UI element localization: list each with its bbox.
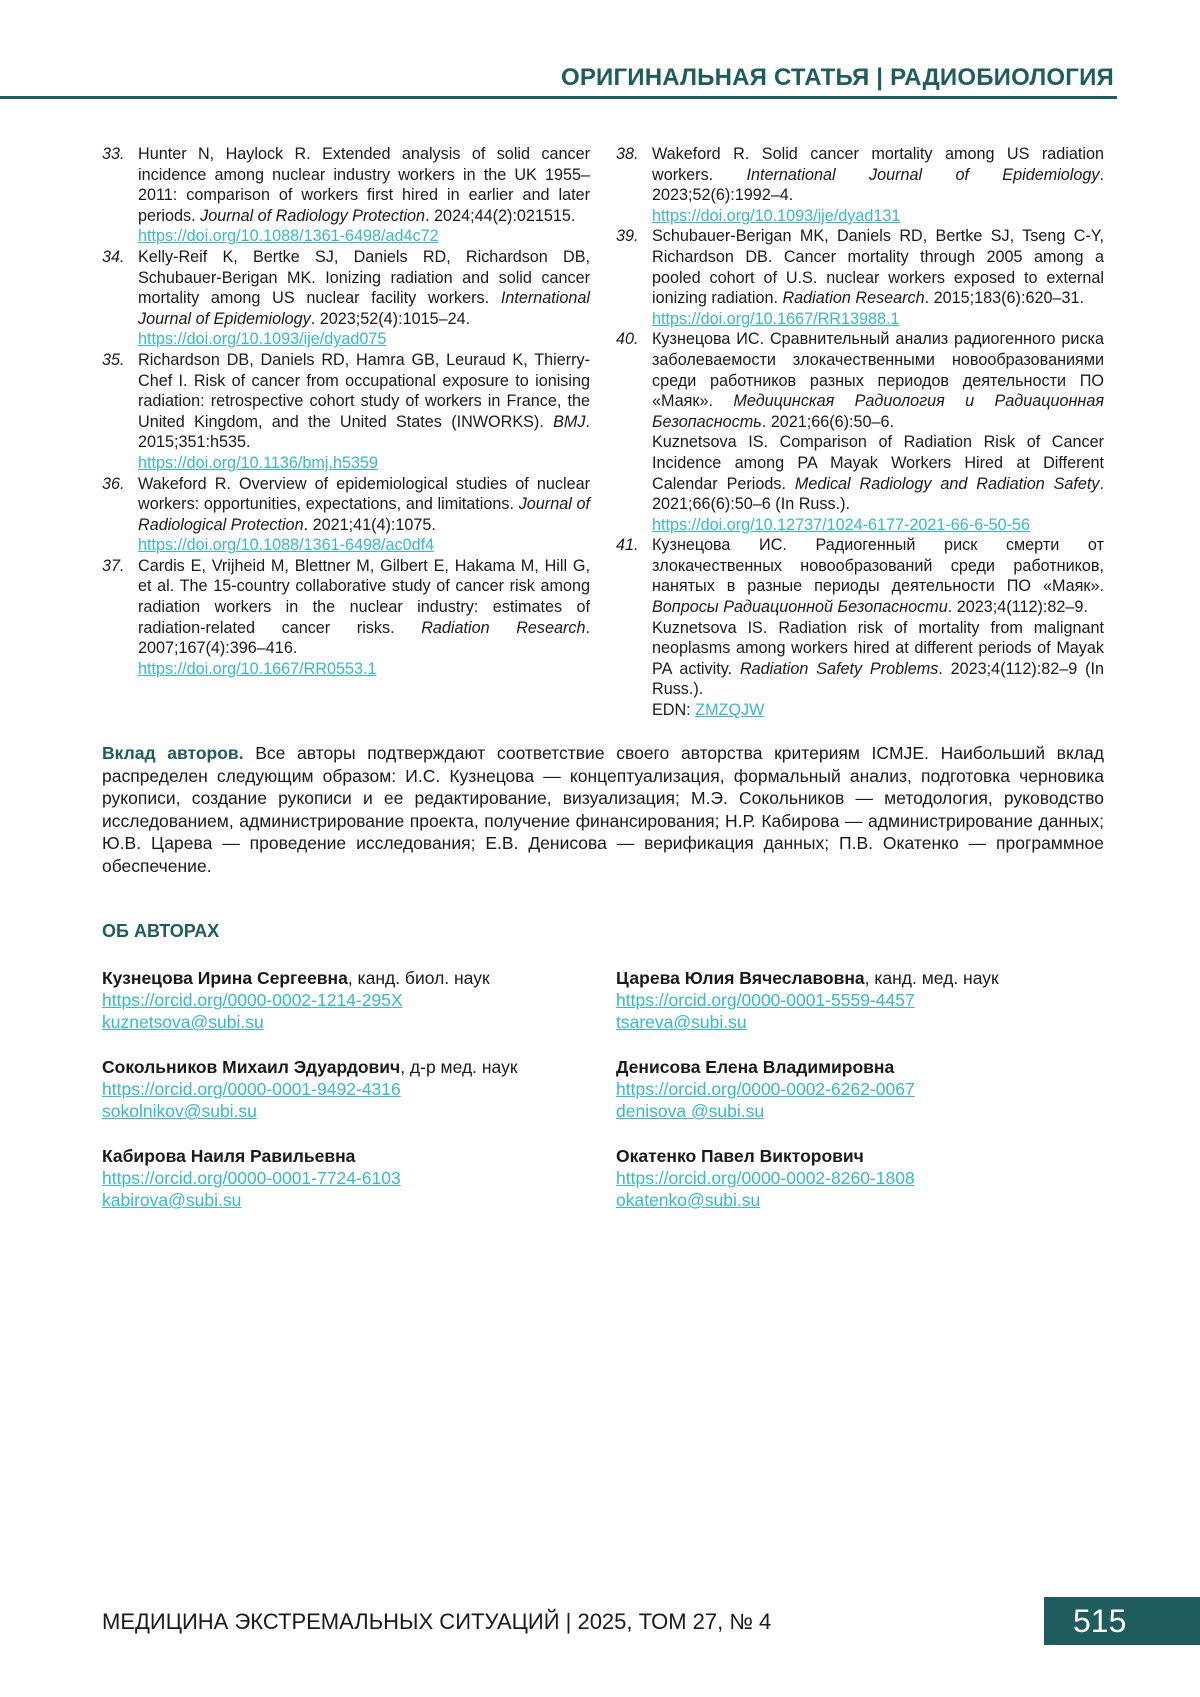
reference-authors-ru: Кузнецова ИС. Радиогенный риск смерти от злокачественных новообразований среди работников, нанятых в разные периоды деятельности ПО «Маяк». [652,536,1104,596]
author-card [616,1145,1116,1211]
email-link[interactable]: kabirova@subi.su [102,1190,242,1210]
reference-item [102,474,590,556]
header-divider [0,96,1117,99]
reference-details: . 2024;44(2):021515. [425,206,576,225]
author-name: Кабирова Наиля Равильевна [102,1146,356,1166]
page-number: 515 [1073,1603,1127,1639]
reference-item [616,535,1104,720]
reference-item [102,350,590,474]
author-contribution [102,742,1104,877]
reference-details: . 2015;351:h535. [138,412,590,452]
email-link[interactable]: sokolnikov@subi.su [102,1101,257,1121]
reference-authors-en: Kuznetsova IS. Radiation risk of mortality from malignant neoplasms among workers hired at different periods of Mayak PA activity. [652,618,1104,678]
author-card [616,1056,1116,1122]
orcid-link[interactable]: https://orcid.org/0000-0002-8260-1808 [616,1168,915,1188]
author-degree: , канд. мед. наук [864,968,999,988]
orcid-link[interactable]: https://orcid.org/0000-0001-7724-6103 [102,1168,401,1188]
reference-doi-link[interactable]: https://doi.org/10.1667/RR0553.1 [138,659,377,678]
reference-authors-ru: Кузнецова ИС. Сравнительный анализ радиогенного риска заболеваемости злокачественными новообразованиями среди работников разных периодов деятельности ПО «Маяк». [652,330,1104,411]
reference-number: 39. [616,227,639,246]
reference-authors: Richardson DB, Daniels RD, Hamra GB, Leuraud K, Thierry-Chef I. Risk of cancer from occupational exposure to ionising radiation: retrospective cohort study of workers in France, the United Kingdom, and the United States (INWORKS). [138,350,590,431]
reference-journal: Journal of Radiology Protection [200,206,426,225]
references-right-column [616,144,1104,721]
reference-journal-en: Radiation Safety Problems [739,659,939,678]
section-title: ОРИГИНАЛЬНАЯ СТАТЬЯ | РАДИОБИОЛОГИЯ [560,64,1114,91]
reference-journal: International Journal of Epidemiology [138,289,590,328]
email-link[interactable]: denisova @subi.su [616,1101,765,1121]
reference-details: . 2023;52(4):1015–24. [310,309,471,328]
reference-item [616,329,1104,535]
author-name: Денисова Елена Владимировна [616,1057,895,1077]
reference-doi-link[interactable]: https://doi.org/10.1088/1361-6498/ad4c72 [138,227,439,246]
contribution-label: Вклад авторов. [102,743,244,763]
reference-journal: International Journal of Epidemiology [746,165,1100,184]
footer-journal-info: МЕДИЦИНА ЭКСТРЕМАЛЬНЫХ СИТУАЦИЙ | 2025, ТОМ 27, № 4 [102,1609,772,1634]
author-name: Окатенко Павел Викторович [616,1146,864,1166]
author-name: Царева Юлия Вячеславовна [616,968,865,988]
reference-number: 37. [102,556,125,575]
reference-authors-en: Kuznetsova IS. Comparison of Radiation Risk of Cancer Incidence among PA Mayak Workers Hired at Different Calendar Periods. [652,433,1104,493]
email-link[interactable]: kuznetsova@subi.su [102,1012,264,1032]
author-degree: , канд. биол. наук [347,968,490,988]
reference-doi-link[interactable]: https://doi.org/10.1093/ije/dyad131 [652,206,901,225]
reference-details-en: . 2023;4(112):82–9 (In Russ.). [652,659,1104,699]
reference-number: 35. [102,350,125,369]
reference-doi-link[interactable]: https://doi.org/10.1088/1361-6498/ac0df4 [138,536,435,555]
email-link[interactable]: okatenko@subi.su [616,1190,761,1210]
author-card [102,1056,602,1122]
email-link[interactable]: tsareva@subi.su [616,1012,747,1032]
reference-item [616,226,1104,329]
orcid-link[interactable]: https://orcid.org/0000-0001-5559-4457 [616,990,915,1010]
reference-authors: Schubauer-Berigan MK, Daniels RD, Bertke SJ, Tseng C-Y, Richardson DB. Cancer mortality through 2005 among a pooled cohort of U.S. nuclear workers exposed to external ionizing radiation. [652,227,1104,308]
reference-journal: BMJ [553,412,586,431]
reference-details-ru: . 2021;66(6):50–6. [761,412,895,431]
orcid-link[interactable]: https://orcid.org/0000-0002-6262-0067 [616,1079,915,1099]
reference-doi-link[interactable]: https://doi.org/10.1093/ije/dyad075 [138,330,387,349]
orcid-link[interactable]: https://orcid.org/0000-0002-1214-295X [102,990,403,1010]
reference-item [102,144,590,247]
reference-number: 40. [616,330,639,349]
reference-journal: Journal of Radiological Protection [138,495,590,534]
reference-number: 36. [102,474,125,493]
reference-authors: Kelly-Reif K, Bertke SJ, Daniels RD, Richardson DB, Schubauer-Berigan MK. Ionizing radiation and solid cancer mortality among US nuclear facility workers. [138,247,590,308]
reference-item [616,144,1104,226]
reference-number: 34. [102,247,125,266]
author-name: Сокольников Михаил Эдуардович [102,1057,401,1077]
reference-authors: Wakeford R. Overview of epidemiological studies of nuclear workers: opportunities, expectations, and limitations. [138,474,590,514]
author-card [616,967,1116,1033]
reference-journal-en: Medical Radiology and Radiation Safety [794,474,1100,493]
reference-details-en: . 2021;66(6):50–6 (In Russ.). [652,474,1104,514]
reference-details: . 2023;52(6):1992–4. [652,165,1104,205]
reference-authors: Hunter N, Haylock R. Extended analysis of solid cancer incidence among nuclear industry workers in the UK 1955–2011: comparison of workers first hired in earlier and later periods. [138,145,590,225]
reference-number: 38. [616,145,639,163]
reference-authors: Cardis E, Vrijheid M, Blettner M, Gilbert E, Hakama M, Hill G, et al. The 15-country collaborative study of cancer risk among radiation workers in the nuclear industry: estimates of radiation-related cancer risks. [138,556,590,637]
references-left-column [102,144,590,679]
author-name: Кузнецова Ирина Сергеевна [102,968,348,988]
author-degree: , д-р мед. наук [400,1057,518,1077]
reference-authors: Wakeford R. Solid cancer mortality among US radiation workers. [652,145,1104,184]
reference-journal: Radiation Research [421,618,586,637]
reference-doi-link[interactable]: https://doi.org/10.1667/RR13988.1 [652,309,900,328]
reference-journal: Radiation Research [782,289,925,308]
author-card [102,967,602,1033]
reference-details-ru: . 2023;4(112):82–9. [947,598,1088,617]
reference-journal-ru: Вопросы Радиационной Безопасности [652,598,948,617]
reference-details: . 2015;183(6):620–31. [924,289,1084,308]
about-authors-heading: ОБ АВТОРАХ [102,921,220,941]
reference-item [102,247,590,350]
edn-link[interactable]: ZMZQJW [695,701,765,720]
orcid-link[interactable]: https://orcid.org/0000-0001-9492-4316 [102,1079,401,1099]
reference-details: . 2007;167(4):396–416. [138,618,590,658]
contribution-text: Все авторы подтверждают соответствие своего авторства критериям ICMJE. Наибольший вклад распределен следующим образом: И.С. Кузнецова — концептуализация, формальный анализ, подготовка черновика рукописи, создание рукописи и ее редактирование, визуализация; М.Э. Сокольников — методология, руководство исследованием, администрирование проекта, получение финансирования; Н.Р. Кабирова — администрирование данных; Ю.В. Царева — проведение исследования; Е.В. Денисова — верификация данных; П.В. Окатенко — программное обеспечение. [102,743,1104,876]
reference-item [102,556,590,680]
reference-details: . 2021;41(4):1075. [303,515,436,534]
reference-number: 41. [616,536,639,555]
reference-journal-ru: Медицинская Радиология и Радиационная Безопасность [652,392,1104,431]
reference-doi-link[interactable]: https://doi.org/10.12737/1024-6177-2021-66-6-50-56 [652,515,1030,534]
author-card [102,1145,602,1211]
reference-doi-link[interactable]: https://doi.org/10.1136/bmj.h5359 [138,453,378,472]
reference-number: 33. [102,145,125,163]
edn-label: EDN: [652,701,696,720]
